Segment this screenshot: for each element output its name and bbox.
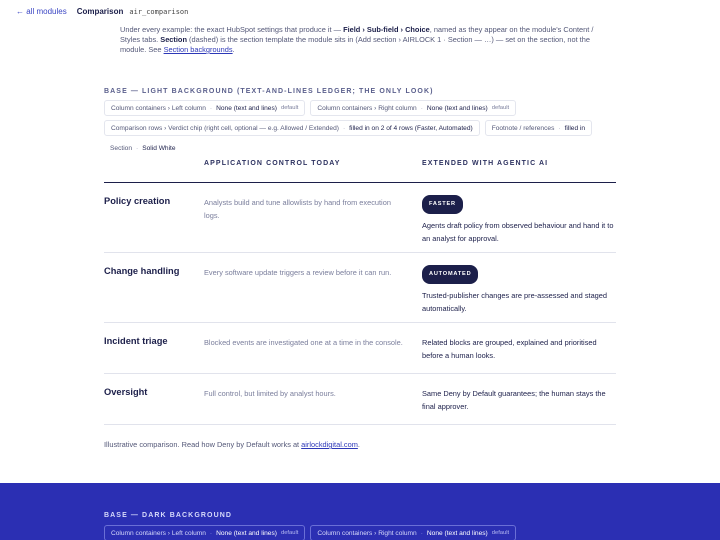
chip-value: None (text and lines)	[216, 104, 277, 112]
row-today-text: Every software update triggers a review before it can run.	[204, 268, 392, 277]
table-row	[104, 183, 616, 253]
row-today-text: Full control, but limited by analyst hours.	[204, 389, 336, 398]
intro-text: Under every example: the exact HubSpot settings that produce it —	[120, 25, 344, 34]
row-today-text: Blocked events are investigated one at a time in the console.	[204, 338, 403, 347]
chip-separator: ·	[558, 124, 561, 132]
top-bar	[16, 7, 188, 16]
setting-chip	[104, 100, 305, 116]
chip-value: None (text and lines)	[426, 529, 488, 537]
chip-value: filled in	[564, 124, 586, 132]
chip-value: filled in on 2 of 4 rows (Faster, Automated)	[349, 124, 473, 132]
chip-default: default	[280, 105, 299, 111]
table-row	[104, 374, 616, 425]
chip-default: default	[491, 530, 510, 536]
chip-value: None (text and lines)	[216, 529, 277, 537]
row-agentic-cell	[422, 196, 616, 252]
comparison-table	[104, 160, 616, 425]
intro-text: (dashed) is the section template the module sits in (Add section › AIRLOCK 1 · Section — …) — set on the section, not the module. See	[120, 35, 590, 54]
intro-text: .	[232, 45, 235, 54]
chip-row	[104, 120, 616, 136]
light-base-label: BASE — LIGHT BACKGROUND (TEXT-AND-LINES LEDGER; THE ONLY LOOK)	[104, 88, 434, 95]
chip-separator: ·	[136, 144, 139, 152]
table-row	[104, 253, 616, 323]
chip-default: default	[491, 105, 510, 111]
chip-separator: ·	[342, 124, 346, 132]
chip-path: Column containers › Right column	[317, 529, 417, 537]
dark-settings-chips	[104, 525, 516, 540]
setting-chip	[485, 120, 592, 136]
header-label-column	[104, 160, 204, 182]
chip-row	[104, 100, 616, 116]
chip-path: Column containers › Left column	[111, 104, 206, 112]
intro-section-word: Section	[160, 35, 187, 44]
setting-chip	[104, 525, 305, 540]
table-header	[104, 160, 616, 183]
footnote	[104, 440, 360, 449]
row-agentic-text: Same Deny by Default guarantees; the human stays the final approver.	[422, 389, 606, 411]
chip-default: default	[280, 530, 299, 536]
intro-text: , named as they appear on the module's Content / Styles tabs.	[120, 25, 594, 44]
airlock-digital-link[interactable]: airlockdigital.com	[301, 440, 358, 449]
setting-chip	[310, 525, 516, 540]
intro-field-path: Field › Sub-field › Choice	[343, 25, 430, 34]
chip-path: Section	[110, 144, 132, 152]
row-agentic-text: Trusted-publisher changes are pre-assessed and staged automatically.	[422, 291, 608, 313]
intro-paragraph	[120, 25, 610, 55]
chip-path: Column containers › Right column	[317, 104, 417, 112]
footnote-end: .	[357, 440, 360, 449]
setting-chip	[104, 120, 480, 136]
verdict-badge: AUTOMATED	[422, 265, 478, 284]
chip-separator: ·	[420, 529, 423, 537]
row-agentic-cell	[422, 336, 616, 373]
setting-chip	[310, 100, 516, 116]
chip-value: Solid White	[142, 144, 176, 152]
chip-separator: ·	[209, 104, 213, 112]
setting-chip	[104, 140, 182, 156]
header-today-column: APPLICATION CONTROL TODAY	[204, 160, 341, 167]
dark-base-label: BASE — DARK BACKGROUND	[104, 512, 233, 519]
row-agentic-text: Agents draft policy from observed behaviour and hand it to an analyst for approval.	[422, 221, 614, 243]
table-row	[104, 323, 616, 374]
row-agentic-cell	[422, 266, 616, 322]
row-label: Incident triage	[104, 336, 168, 346]
row-label: Change handling	[104, 266, 180, 276]
chip-path: Comparison rows › Verdict chip (right cell, optional — e.g. Allowed / Extended)	[111, 124, 339, 132]
chip-path: Footnote / references	[491, 124, 555, 132]
module-code: air_comparison	[129, 7, 189, 16]
chip-separator: ·	[209, 529, 213, 537]
header-agentic-column: EXTENDED WITH AGENTIC AI	[422, 160, 549, 167]
chip-value: None (text and lines)	[426, 104, 488, 112]
row-label: Policy creation	[104, 196, 171, 206]
dark-base-section	[0, 483, 720, 540]
module-title: Comparison	[76, 7, 124, 16]
row-agentic-cell	[422, 387, 616, 424]
verdict-badge: FASTER	[422, 195, 463, 214]
row-label: Oversight	[104, 387, 148, 397]
back-to-modules-link[interactable]: ← all modules	[16, 7, 67, 16]
chip-path: Column containers › Left column	[111, 529, 206, 537]
row-today-text: Analysts build and tune allowlists by hand from execution logs.	[204, 198, 391, 220]
section-backgrounds-link[interactable]: Section backgrounds	[163, 45, 233, 54]
row-agentic-text: Related blocks are grouped, explained and prioritised before a human looks.	[422, 338, 597, 360]
footnote-text: Illustrative comparison. Read how Deny by Default works at	[104, 440, 302, 449]
chip-row	[104, 140, 616, 156]
chip-separator: ·	[420, 104, 423, 112]
light-settings-chips	[104, 100, 616, 160]
